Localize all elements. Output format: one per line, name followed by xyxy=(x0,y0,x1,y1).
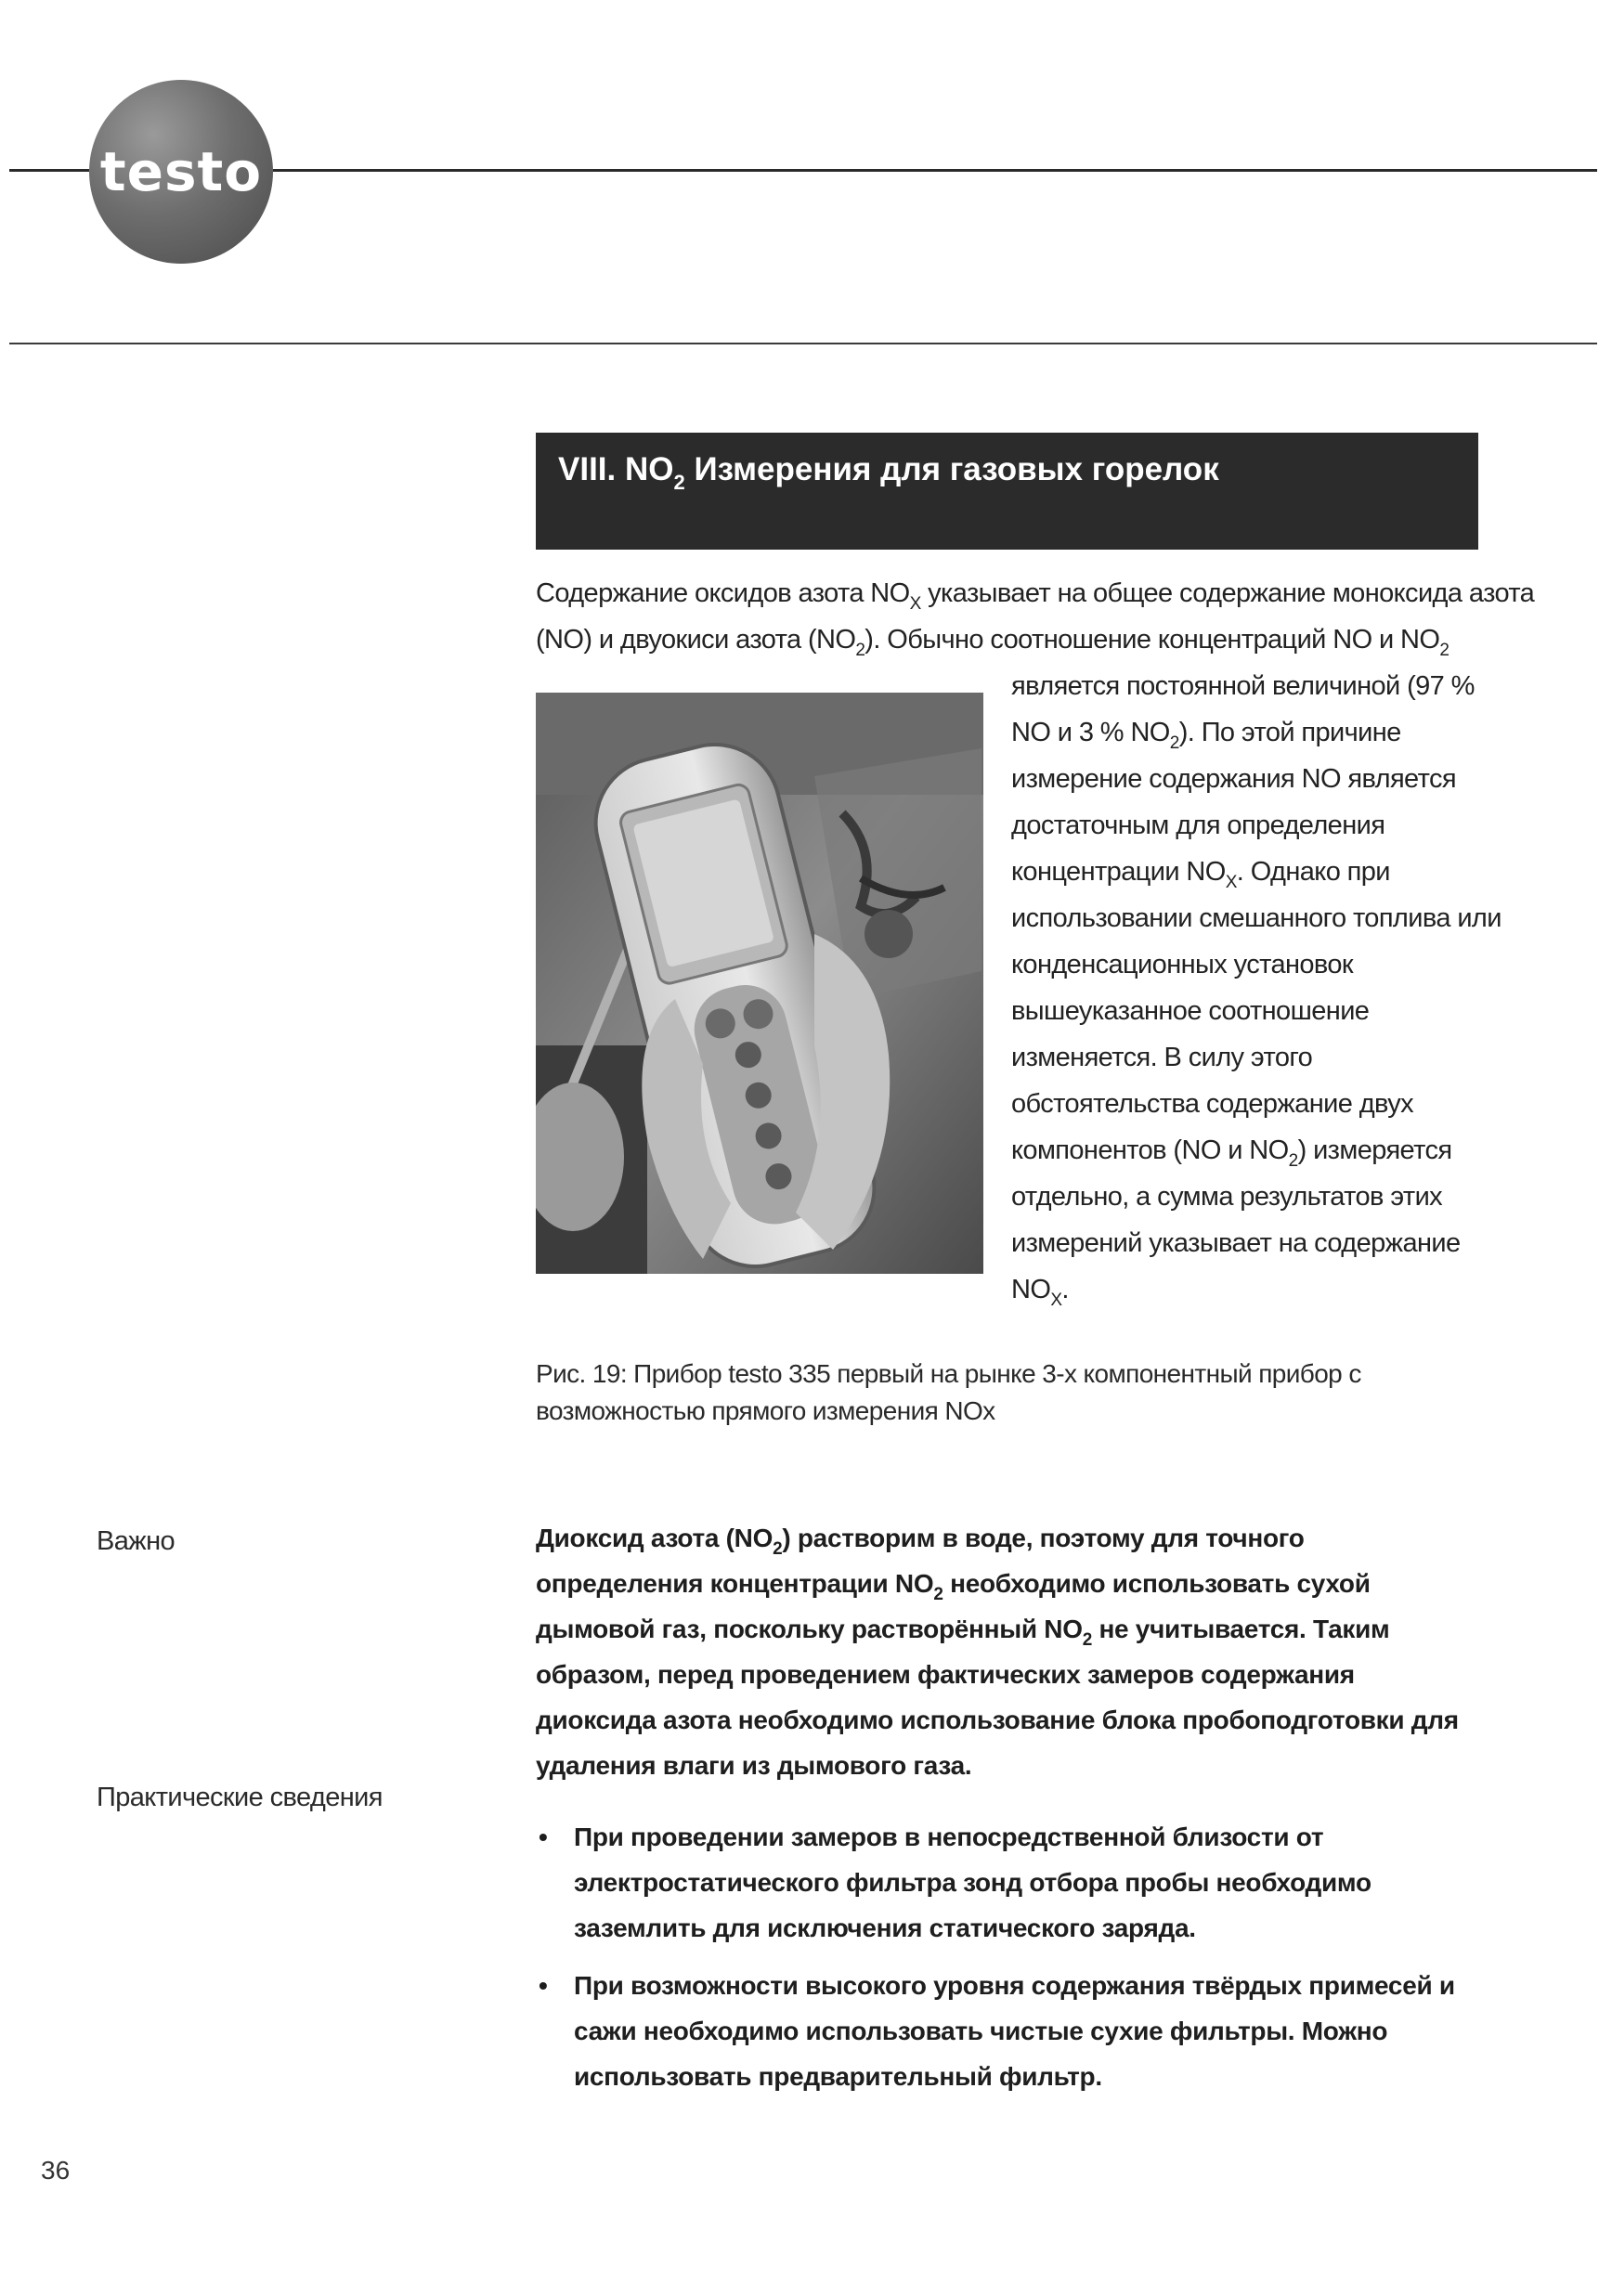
wrap-line xyxy=(1011,1081,1513,1127)
wrap-line xyxy=(1011,1034,1513,1081)
subscript: X xyxy=(1050,1291,1062,1310)
text-run: ). По этой причине xyxy=(1178,718,1401,747)
section-title-sub: 2 xyxy=(673,471,685,494)
wrap-line xyxy=(1011,1220,1513,1266)
subscript: X xyxy=(1225,873,1237,892)
text-run: обстоятельства содержание двух xyxy=(1011,1089,1414,1119)
text-run: . Однако при xyxy=(1236,857,1390,887)
text-run: удаления влаги из дымового газа. xyxy=(536,1751,972,1780)
text-run: образом, перед проведением фактических замеров содержания xyxy=(536,1660,1355,1689)
bullet-marker: • xyxy=(539,1971,548,2000)
important-line xyxy=(536,1606,1502,1652)
caption-line: возможностью прямого измерения NOx xyxy=(536,1396,995,1425)
page-number: 36 xyxy=(41,2156,71,2185)
text-run: определения концентрации NO xyxy=(536,1569,934,1598)
section-title xyxy=(558,451,1219,494)
bullet-text xyxy=(574,1814,1502,1951)
subscript: 2 xyxy=(1082,1630,1092,1650)
logo-text: testo xyxy=(99,140,263,203)
text-run: (NO) и двуокиси азота (NO xyxy=(536,625,856,655)
intro-paragraph xyxy=(536,570,1535,663)
header-divider xyxy=(9,343,1597,344)
bullet-line: использовать предварительный фильтр. xyxy=(574,2062,1102,2091)
bullet-line: сажи необходимо использовать чистые сухие фильтры. Можно xyxy=(574,2017,1388,2045)
text-run: использовании смешанного топлива или xyxy=(1011,903,1502,933)
side-note-practical: Практические сведения xyxy=(97,1783,383,1812)
important-line xyxy=(536,1652,1502,1697)
text-run: ). Обычно соотношение концентраций NO и NO xyxy=(864,625,1440,655)
instrument-photo xyxy=(536,693,983,1274)
text-run: не учитывается. Таким xyxy=(1091,1615,1390,1643)
section-banner xyxy=(536,433,1478,550)
text-run: Диоксид азота (NO xyxy=(536,1524,774,1552)
bullet-line: При проведении замеров в непосредственной близости от xyxy=(574,1823,1324,1851)
wrap-line xyxy=(1011,1127,1513,1174)
side-note-important: Важно xyxy=(97,1526,176,1556)
text-run: измерений указывает на содержание xyxy=(1011,1228,1461,1258)
text-run: измерение содержания NO является xyxy=(1011,764,1456,794)
bullet-line: электростатического фильтра зонд отбора пробы необходимо xyxy=(574,1868,1372,1897)
subscript: 2 xyxy=(1288,1151,1298,1171)
wrap-line xyxy=(1011,756,1513,802)
wrap-line xyxy=(1011,709,1513,756)
text-run: NO и 3 % NO xyxy=(1011,718,1170,747)
text-run: указывает на общее содержание моноксида азота xyxy=(920,578,1535,608)
important-line xyxy=(536,1697,1502,1743)
text-run: диоксида азота необходимо использование блока пробоподготовки для xyxy=(536,1706,1459,1734)
text-run: достаточным для определения xyxy=(1011,811,1385,840)
subscript: 2 xyxy=(933,1585,943,1604)
header-rule-right xyxy=(273,169,1597,172)
text-run: конденсационных установок xyxy=(1011,950,1354,979)
bullet-text xyxy=(574,1963,1502,2099)
wrap-line xyxy=(1011,1266,1513,1313)
text-run: является постоянной величиной (97 % xyxy=(1011,671,1475,701)
instrument-photo-image xyxy=(536,693,983,1274)
intro-line xyxy=(536,616,1492,663)
subscript: 2 xyxy=(855,641,865,660)
important-line xyxy=(536,1515,1502,1561)
text-run: Содержание оксидов азота NO xyxy=(536,578,910,608)
text-run: NO xyxy=(1011,1275,1051,1304)
bullet-line: заземлить для исключения статического заряда. xyxy=(574,1913,1196,1942)
wrap-line xyxy=(1011,895,1513,941)
wrap-line xyxy=(1011,941,1513,988)
wrap-line xyxy=(1011,802,1513,849)
important-line xyxy=(536,1743,1502,1788)
text-run: концентрации NO xyxy=(1011,857,1226,887)
section-title-pre: VIII. NO xyxy=(558,451,674,487)
intro-line xyxy=(536,570,1535,616)
text-run: компонентов (NO и NO xyxy=(1011,1135,1289,1165)
section-title-post: Измерения для газовых горелок xyxy=(684,451,1219,487)
text-run: ) измеряется xyxy=(1297,1135,1452,1165)
testo-logo xyxy=(89,80,273,264)
wrap-line xyxy=(1011,849,1513,895)
important-paragraph xyxy=(536,1515,1502,1788)
text-run: вышеуказанное соотношение xyxy=(1011,996,1370,1026)
subscript: 2 xyxy=(1439,641,1450,660)
subscript: X xyxy=(909,594,921,614)
text-run: ) растворим в воде, поэтому для точного xyxy=(782,1524,1305,1552)
figure-caption xyxy=(536,1356,1446,1430)
text-run: . xyxy=(1061,1275,1069,1304)
wrap-line xyxy=(1011,1174,1513,1220)
subscript: 2 xyxy=(1169,733,1179,753)
text-run: необходимо использовать сухой xyxy=(942,1569,1371,1598)
text-run: изменяется. В силу этого xyxy=(1011,1043,1313,1072)
important-line xyxy=(536,1561,1502,1606)
caption-line: Рис. 19: Прибор testo 335 первый на рынке 3-х компонентный прибор с xyxy=(536,1359,1361,1388)
bullet-marker: • xyxy=(539,1823,548,1851)
wrap-line xyxy=(1011,663,1513,709)
header-rule-left xyxy=(9,169,89,172)
subscript: 2 xyxy=(773,1539,783,1559)
text-run: отдельно, а сумма результатов этих xyxy=(1011,1182,1443,1212)
wrap-line xyxy=(1011,988,1513,1034)
bullet-line: При возможности высокого уровня содержания твёрдых примесей и xyxy=(574,1971,1455,2000)
text-run: дымовой газ, поскольку растворённый NO xyxy=(536,1615,1083,1643)
wrap-paragraph xyxy=(1011,663,1513,1313)
